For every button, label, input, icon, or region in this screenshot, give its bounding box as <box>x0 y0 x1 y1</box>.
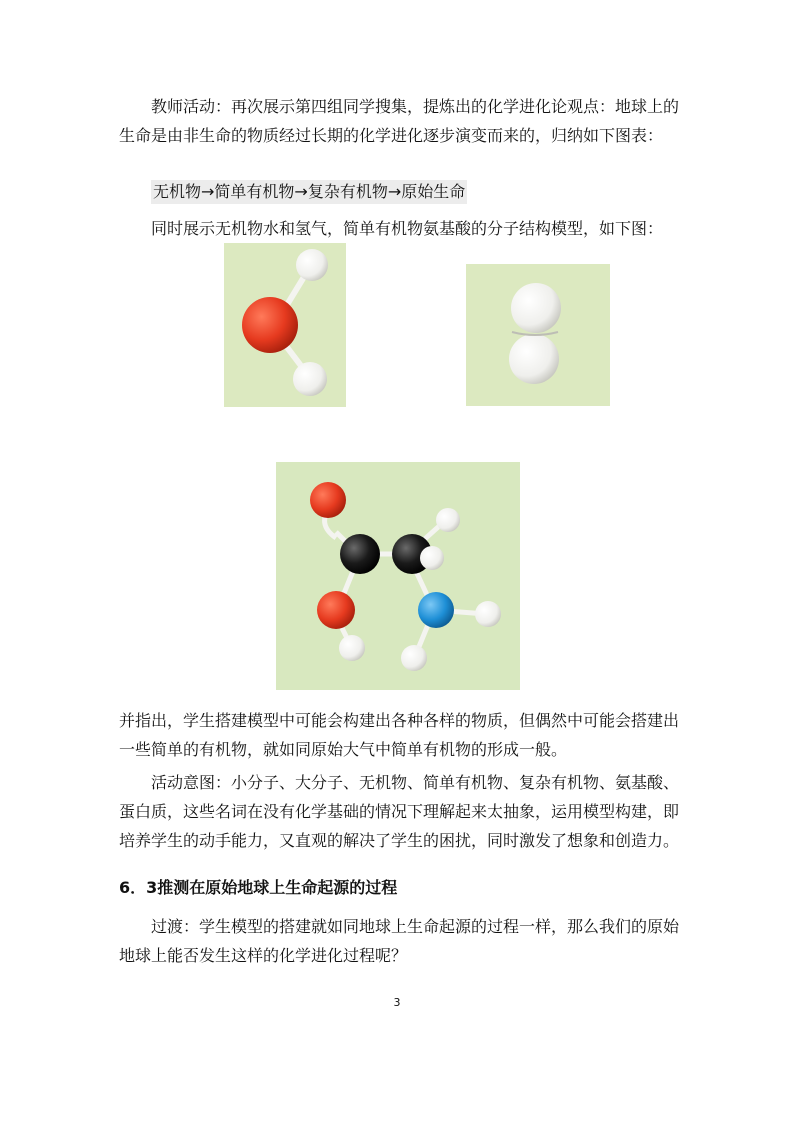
oxygen-atom <box>242 297 298 353</box>
hydrogen-atom <box>339 635 365 661</box>
nitrogen-atom <box>418 592 454 628</box>
hydrogen-atom <box>420 546 444 570</box>
oxygen-atom <box>310 482 346 518</box>
oxygen-atom <box>317 591 355 629</box>
hydrogen-atom <box>436 508 460 532</box>
paragraph-models-intro: 同时展示无机物水和氢气，简单有机物氨基酸的分子结构模型，如下图： <box>151 219 664 238</box>
carbon-atom <box>340 534 380 574</box>
hydrogen-molecule-photo <box>466 264 610 406</box>
water-molecule-photo <box>224 243 346 407</box>
section-heading: 6．3推测在原始地球上生命起源的过程 <box>119 878 398 897</box>
paragraph-pointing-out: 并指出，学生搭建模型中可能会构建出各种各样的物质，但偶然中可能会搭建出一些简单的有机物，就如同原始大气中简单有机物的形成一般。 <box>119 711 680 759</box>
page-number: 3 <box>393 996 401 1009</box>
hydrogen-atom <box>475 601 501 627</box>
hydrogen-atom <box>509 334 559 384</box>
paragraph-teacher-activity: 教师活动：再次展示第四组同学搜集，提炼出的化学进化论观点：地球上的生命是由非生命的物质经过长期的化学进化逐步演变而来的，归纳如下图表： <box>119 97 680 145</box>
hydrogen-atom <box>511 283 561 333</box>
paragraph-transition: 过渡：学生模型的搭建就如同地球上生命起源的过程一样，那么我们的原始地球上能否发生这样的化学进化过程呢？ <box>119 917 680 965</box>
evolution-chain: 无机物→简单有机物→复杂有机物→原始生命 <box>151 180 467 204</box>
hydrogen-atom <box>293 362 327 396</box>
hydrogen-atom <box>296 249 328 281</box>
hydrogen-atom <box>401 645 427 671</box>
paragraph-activity-intent: 活动意图：小分子、大分子、无机物、简单有机物、复杂有机物、氨基酸、蛋白质，这些名词在没有化学基础的情况下理解起来太抽象，运用模型构建，即培养学生的动手能力，又直观的解决了学生的困扰，同时激发了想象和创造力。 <box>119 773 680 850</box>
amino-acid-molecule-photo <box>276 462 520 690</box>
